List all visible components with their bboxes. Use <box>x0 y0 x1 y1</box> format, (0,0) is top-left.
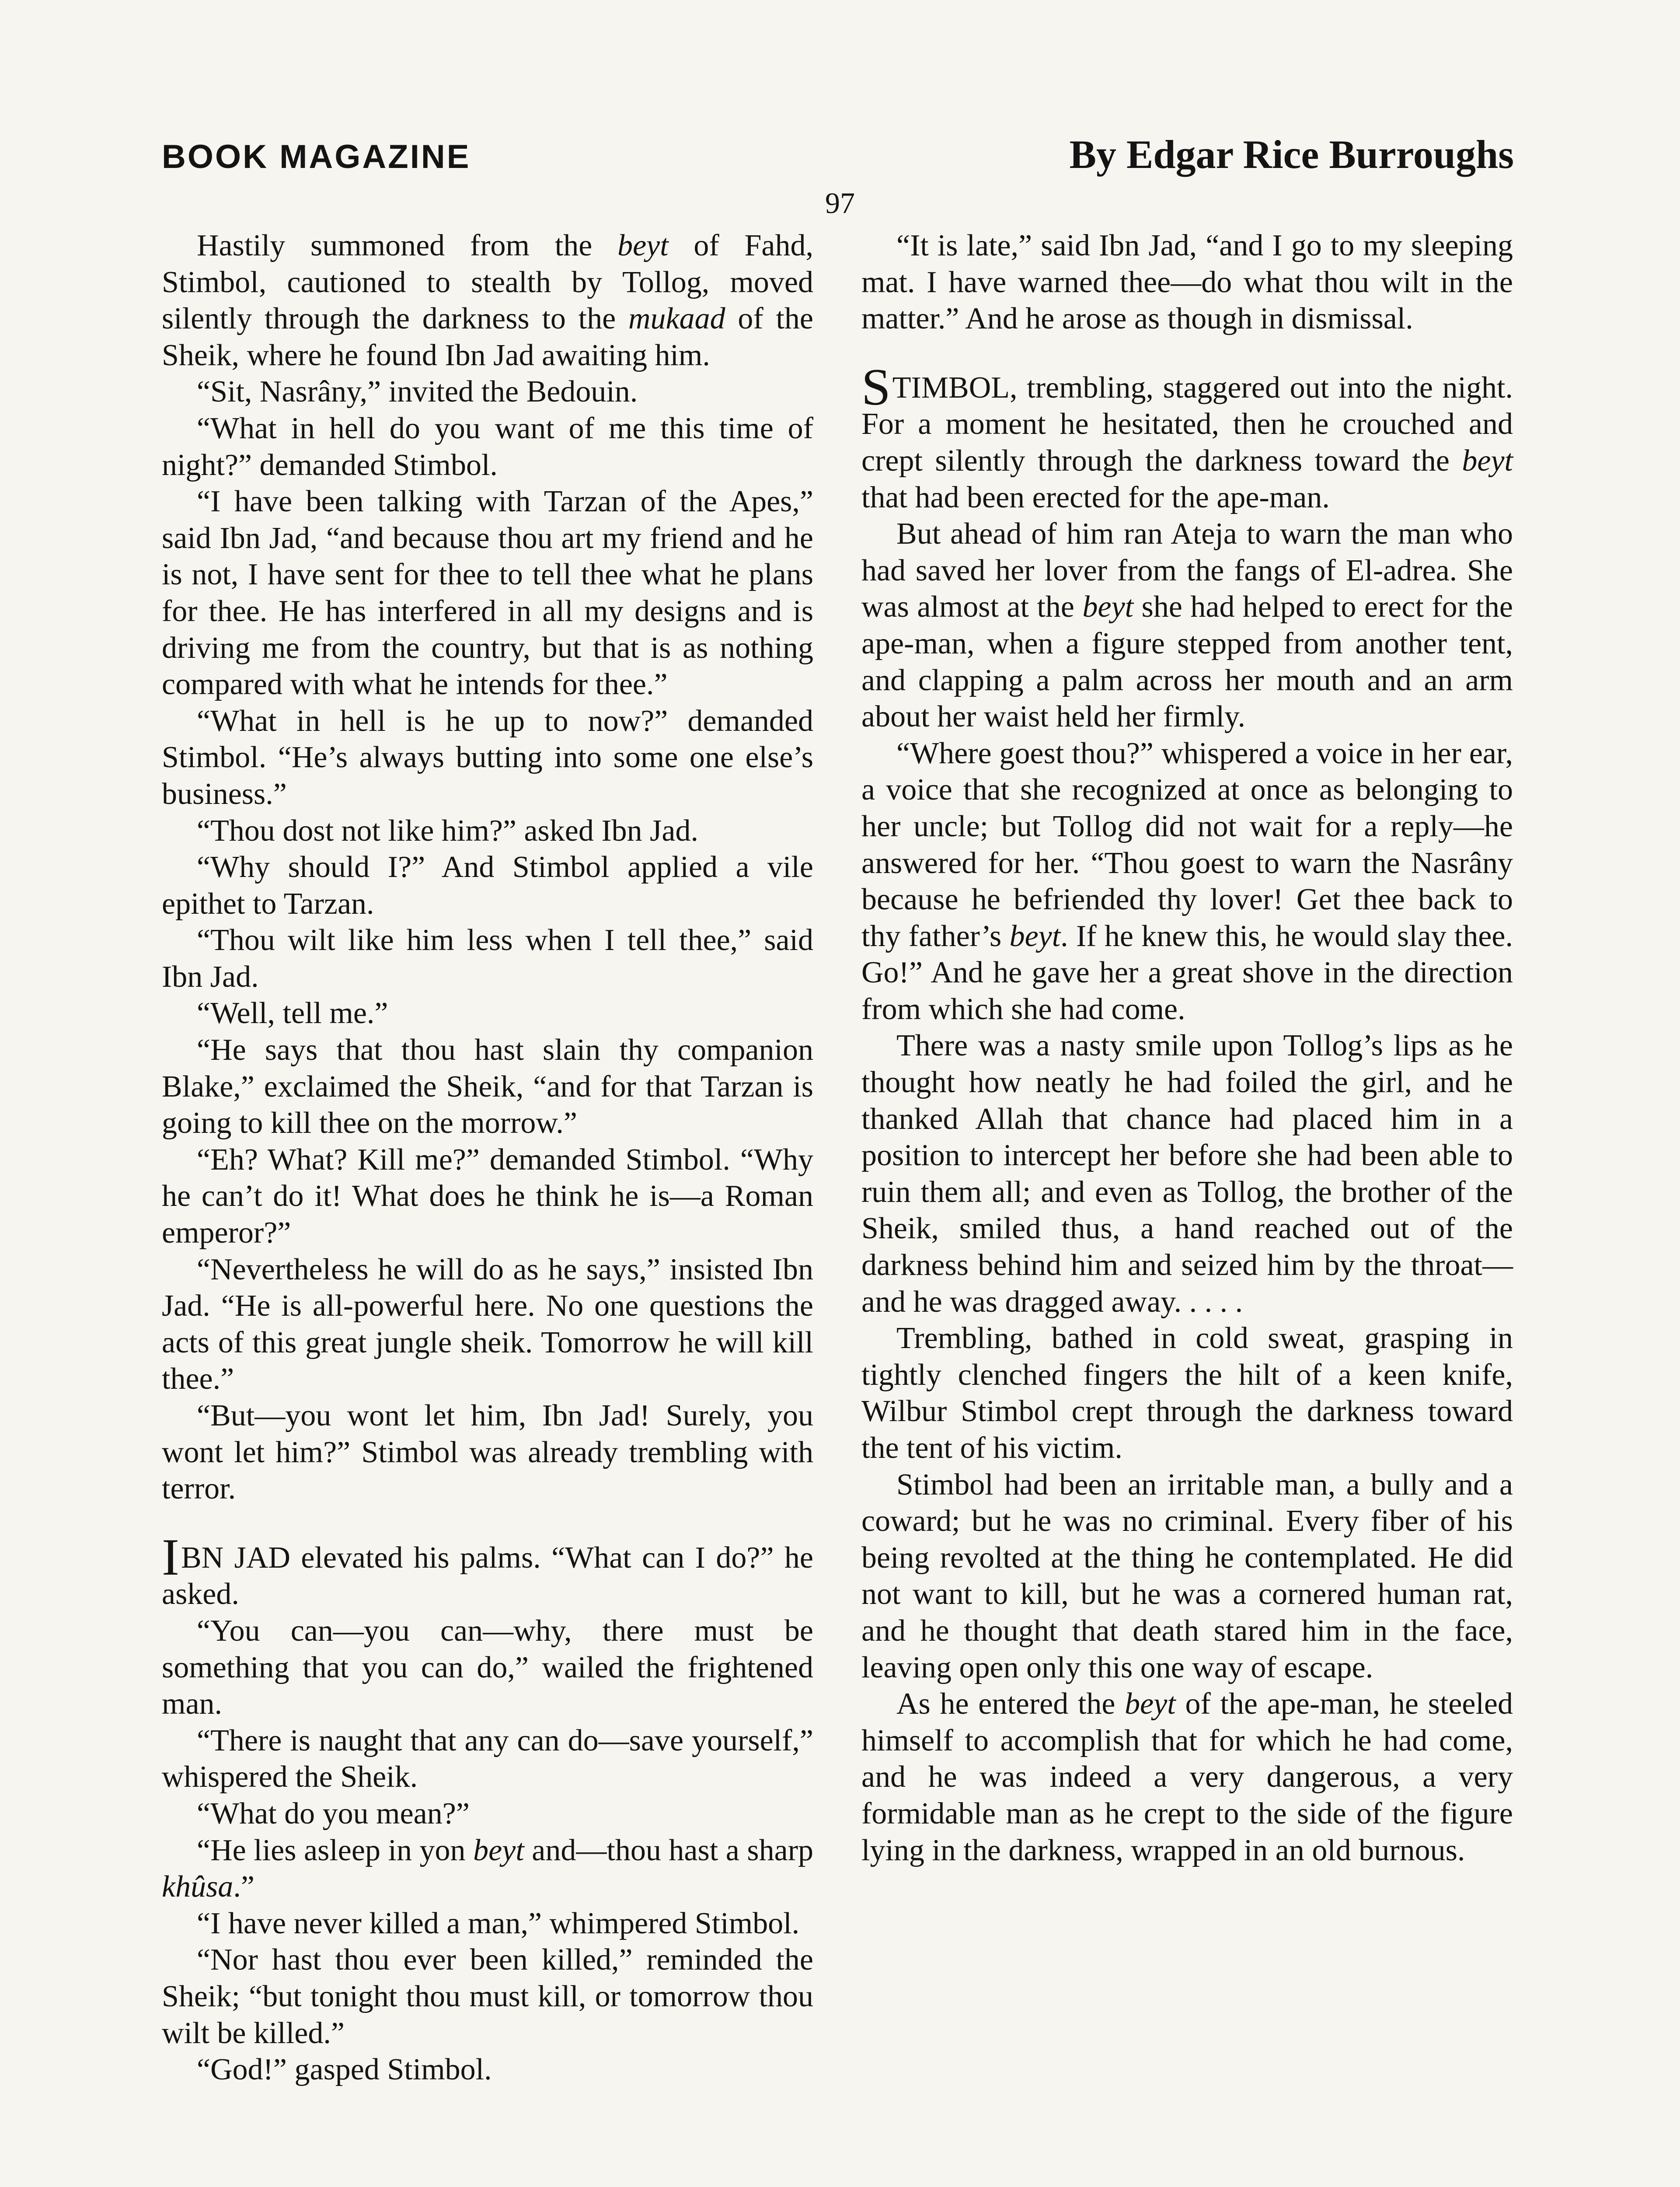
paragraph: “You can—you can—why, there must be something that you can do,” wailed the frightened man. <box>162 1614 813 1721</box>
italic-term: beyt <box>1082 590 1134 624</box>
paragraph: There was a nasty smile upon Tollog’s lips as he thought how neatly he had foiled the girl, and he thanked Allah that chance had placed him in a position to intercept her before she had been able to ruin them all; and even as Tollog, the brother of the Sheik, smiled thus, a hand reached out of the darkness behind him and seized him by the throat—and he was dragged away. . . . . <box>861 1029 1513 1319</box>
paragraph: IBN JAD elevated his palms. “What can I do?” he asked. <box>162 1527 813 1611</box>
paragraph: Hastily summoned from the beyt of Fahd, Stimbol, cautioned to stealth by Tollog, moved silently through the darkness to the mukaad of the Sheik, where he found Ibn Jad awaiting him. <box>162 229 814 372</box>
paragraph: Trembling, bathed in cold sweat, grasping in tightly clenched fingers the hilt of a keen knife, Wilbur Stimbol crept through the darkness toward the tent of his victim. <box>861 1321 1513 1465</box>
italic-term: khûsa <box>162 1870 234 1904</box>
paragraph: “Where goest thou?” whispered a voice in her ear, a voice that she recognized at once as belonging to her uncle; but Tollog did not wait for a reply—he answered for her. “Thou goest to warn the Nasrâny because he befriended thy lover! Get thee back to thy father’s beyt. If he knew this, he would slay thee. Go!” And he gave her a great shove in the direction from which she had come. <box>861 736 1513 1026</box>
paragraph: “Nor hast thou ever been killed,” reminded the Sheik; “but tonight thou must kill, or tomorrow thou wilt be killed.” <box>162 1943 813 2050</box>
italic-term: beyt <box>1125 1687 1176 1721</box>
left-column <box>162 227 813 2088</box>
paragraph: “What do you mean?” <box>197 1796 470 1831</box>
paragraph: “What in hell do you want of me this time of night?” demanded Stimbol. <box>162 411 813 482</box>
paragraph: “There is naught that any can do—save yourself,” whispered the Sheik. <box>162 1723 813 1794</box>
paragraph: “Why should I?” And Stimbol applied a vile epithet to Tarzan. <box>162 850 813 921</box>
paragraph: “What in hell is he up to now?” demanded Stimbol. “He’s always butting into some one else’s business.” <box>162 704 813 811</box>
paragraph: “He lies asleep in yon beyt and—thou hast a sharp khûsa.” <box>162 1833 814 1904</box>
paragraph: “Nevertheless he will do as he says,” insisted Ibn Jad. “He is all-powerful here. No one questions the acts of this great jungle sheik. Tomorrow he will kill thee.” <box>162 1252 813 1396</box>
paragraph: “Eh? What? Kill me?” demanded Stimbol. “Why he can’t do it! What does he think he is—a Roman emperor?” <box>162 1142 813 1250</box>
paragraph: “I have been talking with Tarzan of the Apes,” said Ibn Jad, “and because thou art my friend and he is not, I have sent for thee to tell thee what he plans for thee. He has interfered in all my designs and is driving me from the country, but that is as nothing compared with what he intends for thee.” <box>162 485 813 702</box>
paragraph: STIMBOL, trembling, staggered out into the night. For a moment he hesitated, then he crouched and crept silently through the darkness toward the beyt that had been erected for the ape-man. <box>861 357 1513 514</box>
paragraph: “Well, tell me.” <box>197 996 388 1031</box>
paragraph: “Thou dost not like him?” asked Ibn Jad. <box>197 814 698 848</box>
paragraph: “It is late,” said Ibn Jad, “and I go to my sleeping mat. I have warned thee—do what thou wilt in the matter.” And he arose as though in dismissal. <box>861 229 1513 336</box>
magazine-title: BOOK MAGAZINE <box>162 138 471 175</box>
drop-cap: I <box>162 1527 179 1586</box>
paragraph: “God!” gasped Stimbol. <box>197 2053 492 2087</box>
paragraph: “But—you wont let him, Ibn Jad! Surely, you wont let him?” Stimbol was already trembling with terror. <box>162 1399 813 1506</box>
italic-term: beyt <box>617 229 669 262</box>
paragraph: As he entered the beyt of the ape-man, he steeled himself to accomplish that for which he had come, and he was indeed a very dangerous, a very formidable man as he crept to the side of the figure lying in the darkness, wrapped in an old burnous. <box>861 1687 1513 1867</box>
paragraph: “He says that thou hast slain thy companion Blake,” exclaimed the Sheik, “and for that Tarzan is going to kill thee on the morrow.” <box>162 1033 813 1140</box>
author-byline: By Edgar Rice Burroughs <box>1069 132 1514 177</box>
italic-term: beyt <box>1009 919 1061 953</box>
page-number: 97 <box>825 186 855 220</box>
paragraph: Stimbol had been an irritable man, a bully and a coward; but he was no criminal. Every fiber of his being revolted at the thing he contemplated. He did not want to kill, but he was a cornered human rat, and he thought that death stared him in the face, leaving open only this one way of escape. <box>861 1467 1513 1684</box>
running-head <box>162 131 1514 184</box>
italic-term: beyt <box>473 1833 524 1867</box>
paragraph: “Sit, Nasrâny,” invited the Bedouin. <box>197 375 638 409</box>
italic-term: beyt <box>1462 444 1513 478</box>
right-column <box>861 227 1513 1869</box>
paragraph: “I have never killed a man,” whimpered Stimbol. <box>197 1906 800 1940</box>
paragraph: But ahead of him ran Ateja to warn the man who had saved her lover from the fangs of El-adrea. She was almost at the beyt she had helped to erect for the ape-man, when a figure stepped from another tent, and clapping a palm across her mouth and an arm about her waist held her firmly. <box>861 517 1513 734</box>
italic-term: mukaad <box>628 302 725 336</box>
drop-cap: S <box>861 357 891 416</box>
paragraph: “Thou wilt like him less when I tell thee,” said Ibn Jad. <box>162 923 813 994</box>
